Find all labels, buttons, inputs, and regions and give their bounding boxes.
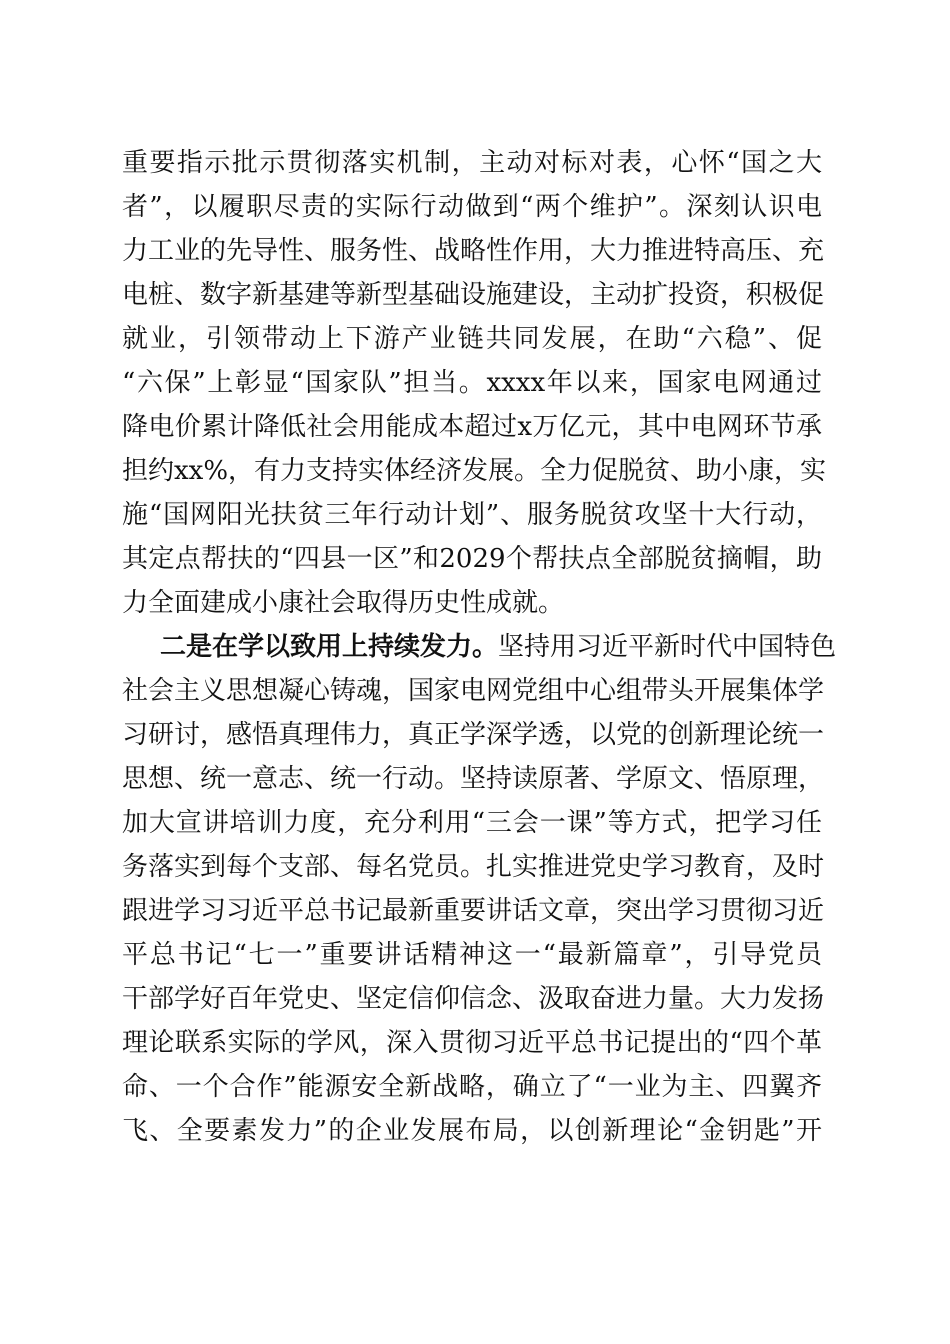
text-line: 社会主义思想凝心铸魂，国家电网党组中心组带头开展集体学 xyxy=(122,676,825,706)
body-text xyxy=(122,141,837,1153)
text-line: 就业，引领带动上下游产业链共同发展，在助“六稳”、促 xyxy=(122,324,822,354)
text-line: 力全面建成小康社会取得历史性成就。 xyxy=(122,588,565,618)
text-line: 务落实到每个支部、每名党员。扎实推进党史学习教育，及时 xyxy=(122,852,825,882)
text-line: 思想、统一意志、统一行动。坚持读原著、学原文、悟原理， xyxy=(122,764,825,794)
text-line: 飞、全要素发力”的企业发展布局，以创新理论“金钥匙”开 xyxy=(122,1116,822,1146)
text-line: “六保”上彰显“国家队”担当。xxxx年以来，国家电网通过 xyxy=(122,368,822,398)
first-line-text: 坚持用习近平新时代中国特色 xyxy=(498,632,837,662)
text-line: 跟进学习习近平总书记最新重要讲话文章，突出学习贯彻习近 xyxy=(122,896,825,926)
paragraph-2 xyxy=(122,625,837,1153)
text-line: 加大宣讲培训力度，充分利用“三会一课”等方式，把学习任 xyxy=(122,808,822,838)
text-line: 理论联系实际的学风，深入贯彻习近平总书记提出的“四个革 xyxy=(122,1028,822,1058)
text-line: 电桩、数字新基建等新型基础设施建设，主动扩投资，积极促 xyxy=(122,280,825,310)
paragraph-heading: 二是在学以致用上持续发力。 xyxy=(160,632,499,662)
text-line: 命、一个合作”能源安全新战略，确立了“一业为主、四翼齐 xyxy=(122,1072,822,1102)
text-line: 重要指示批示贯彻落实机制，主动对标对表，心怀“国之大 xyxy=(122,148,822,178)
paragraph-1 xyxy=(122,141,827,625)
text-line: 平总书记“七一”重要讲话精神这一“最新篇章”，引导党员 xyxy=(122,940,822,970)
text-line: 力工业的先导性、服务性、战略性作用，大力推进特高压、充 xyxy=(122,236,825,266)
text-line: 施“国网阳光扶贫三年行动计划”、服务脱贫攻坚十大行动， xyxy=(122,500,822,530)
text-line: 干部学好百年党史、坚定信仰信念、汲取奋进力量。大力发扬 xyxy=(122,984,825,1014)
text-line: 担约xx%，有力支持实体经济发展。全力促脱贫、助小康，实 xyxy=(122,456,827,486)
text-line: 降电价累计降低社会用能成本超过x万亿元，其中电网环节承 xyxy=(122,412,822,442)
text-line: 其定点帮扶的“四县一区”和2029个帮扶点全部脱贫摘帽，助 xyxy=(122,544,822,574)
text-line: 习研讨，感悟真理伟力，真正学深学透，以党的创新理论统一 xyxy=(122,720,825,750)
paragraph-2-first-line xyxy=(122,625,837,669)
text-line: 者”，以履职尽责的实际行动做到“两个维护”。深刻认识电 xyxy=(122,192,822,222)
